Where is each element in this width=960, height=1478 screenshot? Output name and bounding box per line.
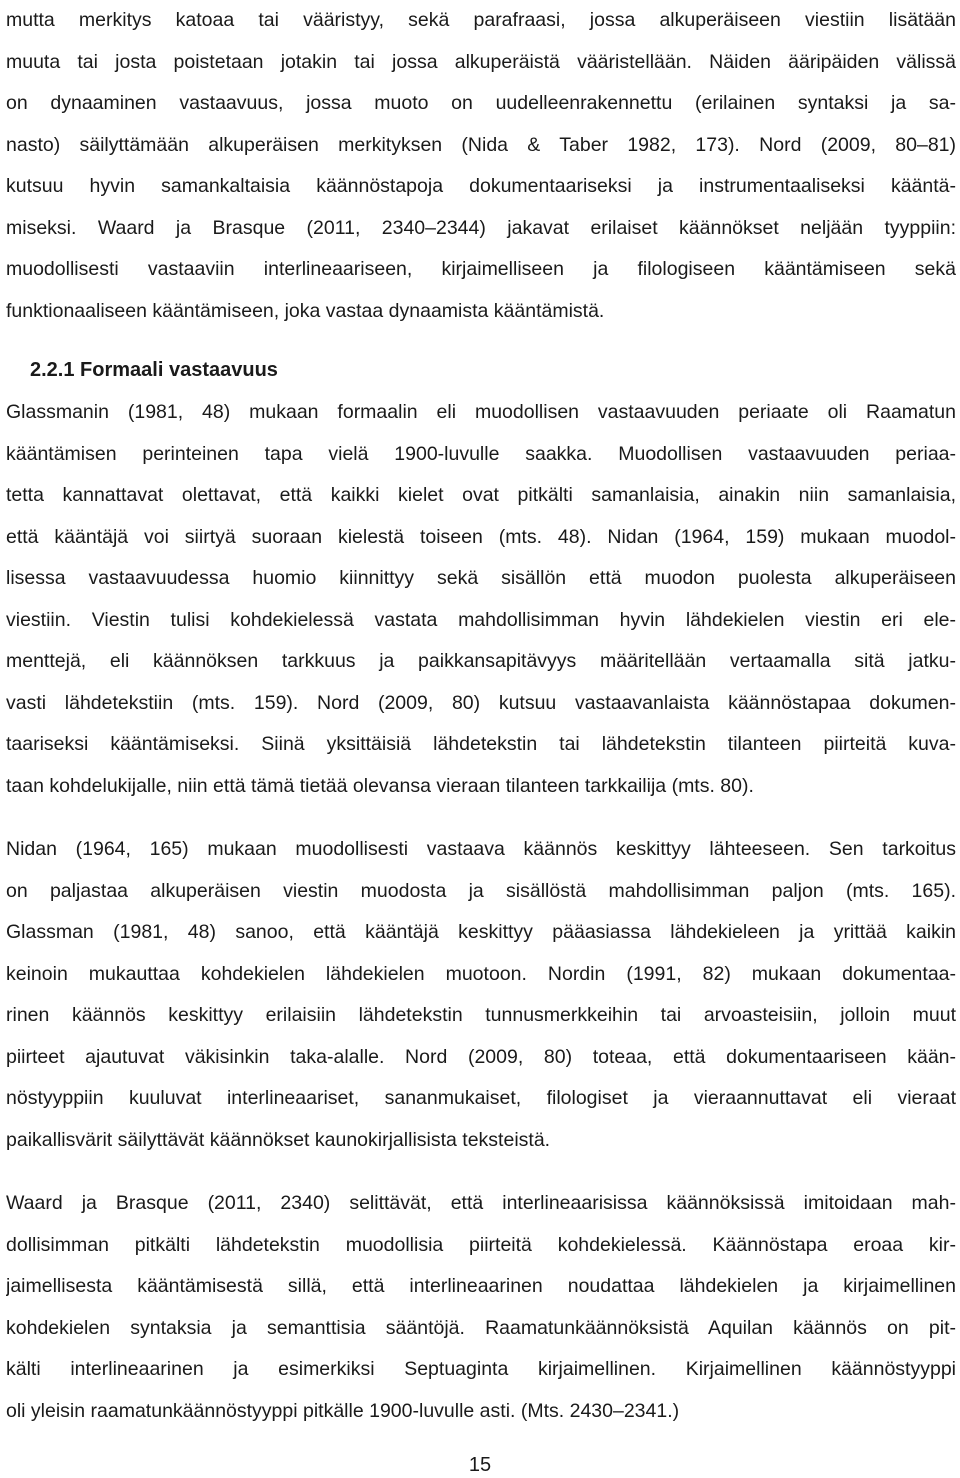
text-line: taan kohdelukijalle, niin että tämä tietää olevansa vieraan tilanteen tarkkailija (mts. 80). [6,774,754,797]
paragraph-2 [6,392,956,807]
text-line: että kääntäjä voi siirtyä suoraan kielestä toiseen (mts. 48). Nidan (1964, 159) mukaan muodol- [6,525,956,548]
text-line: funktionaaliseen kääntämiseen, joka vastaa dynaamista kääntämistä. [6,299,605,322]
text-line: oli yleisin raamatunkäännöstyyppi pitkälle 1900-luvulle asti. (Mts. 2430–2341.) [6,1399,680,1422]
text-line: kääntämisen perinteinen tapa vielä 1900-luvulle saakka. Muodollisen vastaavuuden periaa- [6,442,956,465]
text-line: Nidan (1964, 165) mukaan muodollisesti vastaava käännös keskittyy lähteeseen. Sen tarkoitus [6,838,956,860]
text-line: dollisimman pitkälti lähdetekstin muodollisia piirteitä kohdekielessä. Käännöstapa eroaa kir- [6,1233,956,1256]
text-line: mutta merkitys katoaa tai vääristyy, sekä parafraasi, jossa alkuperäiseen viestiin lisätään [6,9,956,31]
text-line: viestiin. Viestin tulisi kohdekielessä vastata mahdollisimman hyvin lähdekielen viestin eri ele- [6,608,956,631]
text-line: kohdekielen syntaksia ja semanttisia sääntöjä. Raamatunkäännöksistä Aquilan käännös on pit- [6,1316,956,1339]
section-heading: 2.2.1 Formaali vastaavuus [30,359,278,381]
text-line: menttejä, eli käännöksen tarkkuus ja paikkansapitävyys määritellään vertaamalla sitä jatku- [6,650,956,672]
text-line: rinen käännös keskittyy erilaisiin lähdetekstin tunnusmerkkeihin tai arvoasteisiin, jolloin muut [6,1004,956,1026]
text-line: paikallisvärit säilyttävät käännökset kaunokirjallisista teksteistä. [6,1128,551,1151]
text-line: kälti interlineaarinen ja esimerkiksi Septuaginta kirjaimellinen. Kirjaimellinen käännöstyyppi [6,1358,956,1380]
paragraph-1 [6,0,956,332]
text-line: muodollisesti vastaaviin interlineaariseen, kirjaimelliseen ja filologiseen kääntämiseen sekä [6,258,956,280]
text-line: nasto) säilyttämään alkuperäisen merkityksen (Nida & Taber 1982, 173). Nord (2009, 80–81) [6,133,956,156]
text-line: miseksi. Waard ja Brasque (2011, 2340–2344) jakavat erilaiset käännökset neljään tyyppiin: [6,216,956,239]
paragraph-3 [6,829,956,1161]
document-page [6,0,956,1432]
page-number: 15 [468,1454,492,1476]
text-line: on paljastaa alkuperäisen viestin muodosta ja sisällöstä mahdollisimman paljon (mts. 165). [6,879,956,902]
text-line: taariseksi kääntämiseksi. Siinä yksittäisiä lähdetekstin tai lähdetekstin tilanteen piirteitä kuva- [6,733,956,755]
text-line: Glassman (1981, 48) sanoo, että kääntäjä keskittyy pääasiassa lähdekieleen ja yrittää kaikin [6,921,956,943]
text-line: Glassmanin (1981, 48) mukaan formaalin eli muodollisen vastaavuuden periaate oli Raamatun [6,401,956,423]
paragraph-gap [6,1161,956,1183]
text-line: kutsuu hyvin samankaltaisia käännöstapoja dokumentaariseksi ja instrumentaaliseksi kääntä- [6,175,956,197]
text-line: jaimellisesta kääntämisestä sillä, että interlineaarinen noudattaa lähdekielen ja kirjaimellinen [6,1275,956,1297]
text-line: piirteet ajautuvat väkisinkin taka-alalle. Nord (2009, 80) toteaa, että dokumentaariseen kään- [6,1045,956,1068]
text-line: tetta kannattavat olettavat, että kaikki kielet ovat pitkälti samanlaisia, ainakin niin samanlaisia, [6,484,956,506]
text-line: Waard ja Brasque (2011, 2340) selittävät, että interlineaarisissa käännöksissä imitoidaan mah- [6,1192,956,1214]
text-line: vasti lähdetekstiin (mts. 159). Nord (2009, 80) kutsuu vastaavanlaista käännöstapaa dokumen- [6,691,956,714]
text-line: on dynaaminen vastaavuus, jossa muoto on uudelleenrakennettu (erilainen syntaksi ja sa- [6,92,956,114]
text-line: lisessa vastaavuudessa huomio kiinnittyy sekä sisällön että muodon puolesta alkuperäiseen [6,567,956,589]
text-line: keinoin mukauttaa kohdekielen lähdekielen muotoon. Nordin (1991, 82) mukaan dokumentaa- [6,962,956,985]
text-line: muuta tai josta poistetaan jotakin tai jossa alkuperäistä vääristellään. Näiden ääripäiden välissä [6,50,956,73]
paragraph-4 [6,1183,956,1432]
paragraph-gap [6,807,956,829]
text-line: nöstyyppiin kuuluvat interlineaariset, sananmukaiset, filologiset ja vieraannuttavat eli vieraat [6,1087,956,1109]
